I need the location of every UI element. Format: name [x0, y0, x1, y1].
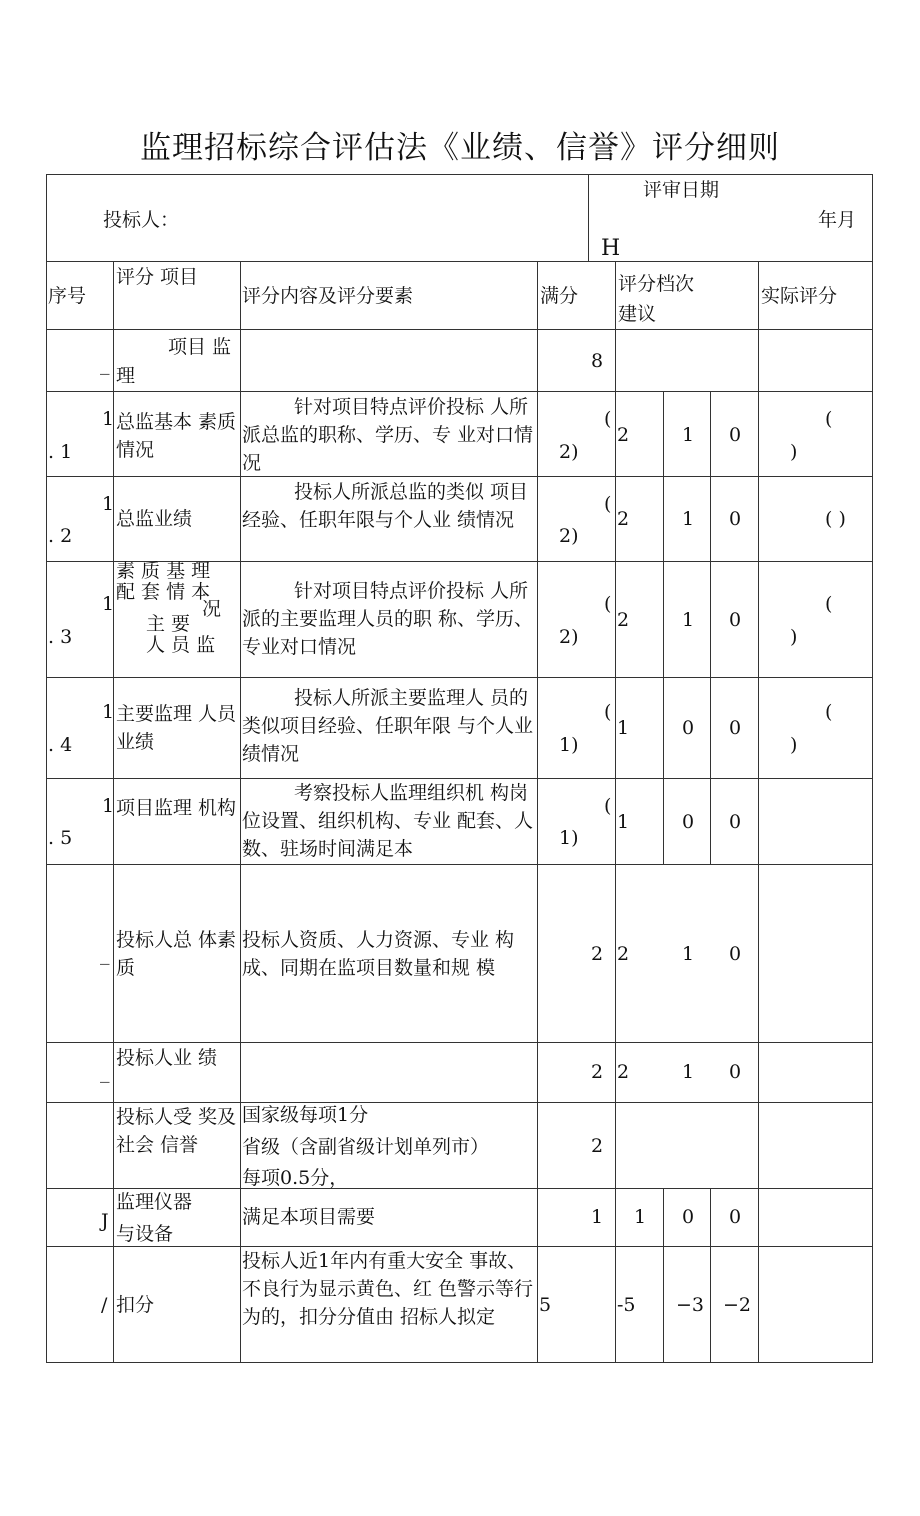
row-item: 主 要	[146, 613, 191, 635]
row-seq: 1	[102, 795, 115, 817]
row-full-score: (	[604, 795, 612, 817]
col-divider	[663, 391, 664, 864]
row-full-score: 2)	[559, 626, 579, 648]
row-content: 投标人所派主要监理人 员的类似项目经验、任职年限 与个人业绩情况	[242, 687, 534, 765]
row-seq: . 3	[48, 626, 73, 648]
row-item: 总监业绩	[116, 508, 193, 530]
row-content: 投标人所派总监的类似 项目经验、任职年限与个人业 绩情况	[242, 481, 529, 531]
row-full-score: 8	[591, 350, 604, 372]
review-date-label: 评审日期	[643, 179, 720, 201]
col-divider	[710, 391, 711, 864]
grade-1: 2	[617, 609, 630, 631]
actual-score: )	[790, 734, 798, 756]
row-full-score: 1)	[559, 827, 579, 849]
row-full-score: 2	[591, 1061, 604, 1083]
grade-2: 1	[682, 1061, 695, 1083]
row-content: 满足本项目需要	[242, 1206, 376, 1228]
row-seq: _	[100, 353, 110, 375]
grade-2: 1	[682, 508, 695, 530]
grade-3: 0	[729, 1206, 742, 1228]
row-item: 况	[202, 598, 222, 620]
row-seq: 1	[102, 593, 115, 615]
row-full-score: 2)	[559, 441, 579, 463]
actual-score: (	[825, 408, 833, 430]
row-full-score: 1	[591, 1206, 604, 1228]
col-divider	[240, 261, 241, 1363]
row-item: 项目 监	[168, 336, 232, 358]
row-full-score: (	[604, 493, 612, 515]
year-month-label: 年月	[818, 209, 857, 231]
row-divider	[46, 677, 873, 678]
grade-3: 0	[729, 811, 742, 833]
row-full-score: 2	[591, 1135, 604, 1157]
grade-2: 0	[682, 1206, 695, 1228]
grade-1: 1	[617, 811, 630, 833]
grade-2: 0	[682, 717, 695, 739]
row-item: 素 质 基 理	[116, 560, 211, 582]
grade-3: −2	[723, 1294, 752, 1316]
row-seq: . 4	[48, 734, 73, 756]
row-seq: J	[101, 1210, 109, 1232]
row-item: 项目监理 机构	[116, 797, 237, 819]
row-divider	[46, 391, 873, 392]
col-divider	[588, 174, 589, 262]
grade-1: 2	[617, 508, 630, 530]
grade-2: 1	[682, 609, 695, 631]
row-seq: 1	[102, 493, 115, 515]
col-divider	[710, 1188, 711, 1363]
actual-score: ( )	[825, 508, 846, 530]
row-divider	[46, 261, 873, 262]
row-item: 配 套 情 本	[116, 581, 211, 603]
row-seq: . 2	[48, 525, 73, 547]
grade-3: 0	[729, 424, 742, 446]
row-seq: _	[100, 943, 110, 965]
row-full-score: 1)	[559, 734, 579, 756]
grade-2: 1	[682, 943, 695, 965]
grade-1: 2	[617, 424, 630, 446]
row-seq: . 5	[48, 827, 73, 849]
grade-3: 0	[729, 1061, 742, 1083]
col-header-seq: 序号	[48, 285, 87, 307]
row-full-score: (	[604, 701, 612, 723]
row-content: 每项0.5分，	[242, 1167, 349, 1189]
row-content: 针对项目特点评价投标 人所派总监的职称、学历、专 业对口情况	[242, 396, 534, 474]
row-full-score: (	[604, 593, 612, 615]
grade-2: 0	[682, 811, 695, 833]
col-divider	[537, 261, 538, 1363]
row-item: 监理仪器	[116, 1191, 193, 1213]
page-title: 监理招标综合评估法《业绩、信誉》评分细则	[140, 130, 780, 166]
actual-score: )	[790, 441, 798, 463]
row-item: 理	[116, 365, 136, 387]
day-label: H	[601, 236, 621, 261]
row-item: 与设备	[116, 1223, 174, 1245]
grade-1: 2	[617, 943, 630, 965]
row-full-score: 2	[591, 943, 604, 965]
grade-1: 1	[634, 1206, 647, 1228]
row-seq: 1	[102, 408, 115, 430]
col-divider	[758, 261, 759, 1363]
col-divider	[663, 1188, 664, 1363]
row-item: 投标人业 绩	[116, 1047, 218, 1069]
row-item: 投标人总 体素质	[116, 929, 237, 979]
row-item: 投标人受 奖及社会 信誉	[116, 1106, 237, 1156]
col-divider	[615, 261, 616, 1363]
row-item: 主要监理 人员业绩	[116, 703, 237, 753]
actual-score: (	[825, 701, 833, 723]
row-content: 针对项目特点评价投标 人所派的主要监理人员的职 称、学历、专业对口情况	[242, 580, 534, 658]
row-full-score: 5	[539, 1294, 552, 1316]
row-full-score: (	[604, 408, 612, 430]
row-content: 投标人资质、人力资源、专业 构成、同期在监项目数量和规 模	[242, 929, 515, 979]
bidder-label: 投标人：	[103, 209, 180, 231]
row-content: 考察投标人监理组织机 构岗位设置、组织机构、专业 配套、人数、驻场时间满足本	[242, 782, 534, 860]
actual-score: (	[825, 593, 833, 615]
row-item: 扣分	[116, 1294, 155, 1316]
row-seq: . 1	[48, 441, 73, 463]
col-header-content: 评分内容及评分要素	[242, 285, 414, 307]
row-divider	[46, 1042, 873, 1043]
row-divider	[46, 864, 873, 865]
row-content: 省级（含副省级计划单列市）	[242, 1136, 490, 1158]
col-header-grade-suggest: 建议	[618, 303, 657, 325]
grade-2: 1	[682, 424, 695, 446]
row-content: 国家级每项1分	[242, 1104, 369, 1126]
row-seq: _	[100, 1061, 110, 1083]
row-item: 人 员 监	[146, 634, 216, 656]
grade-1: -5	[617, 1294, 636, 1316]
grade-3: 0	[729, 609, 742, 631]
row-item: 总监基本 素质情况	[116, 411, 237, 461]
grade-1: 2	[617, 1061, 630, 1083]
grade-1: 1	[617, 717, 630, 739]
actual-score: )	[790, 626, 798, 648]
row-content: 投标人近1年内有重大安全 事故、不良行为显示黄色、红 色警示等行为的，扣分分值由 招标人拟定	[242, 1250, 534, 1328]
grade-3: 0	[729, 508, 742, 530]
row-seq: /	[101, 1294, 108, 1316]
grade-3: 0	[729, 717, 742, 739]
col-header-grade: 评分档次	[618, 273, 695, 295]
row-divider	[46, 329, 873, 330]
row-seq: 1	[102, 701, 115, 723]
row-full-score: 2)	[559, 525, 579, 547]
grade-3: 0	[729, 943, 742, 965]
col-header-item: 评分 项目	[116, 266, 199, 288]
col-header-full: 满分	[540, 285, 579, 307]
grade-2: −3	[676, 1294, 705, 1316]
col-header-actual: 实际评分	[761, 285, 838, 307]
